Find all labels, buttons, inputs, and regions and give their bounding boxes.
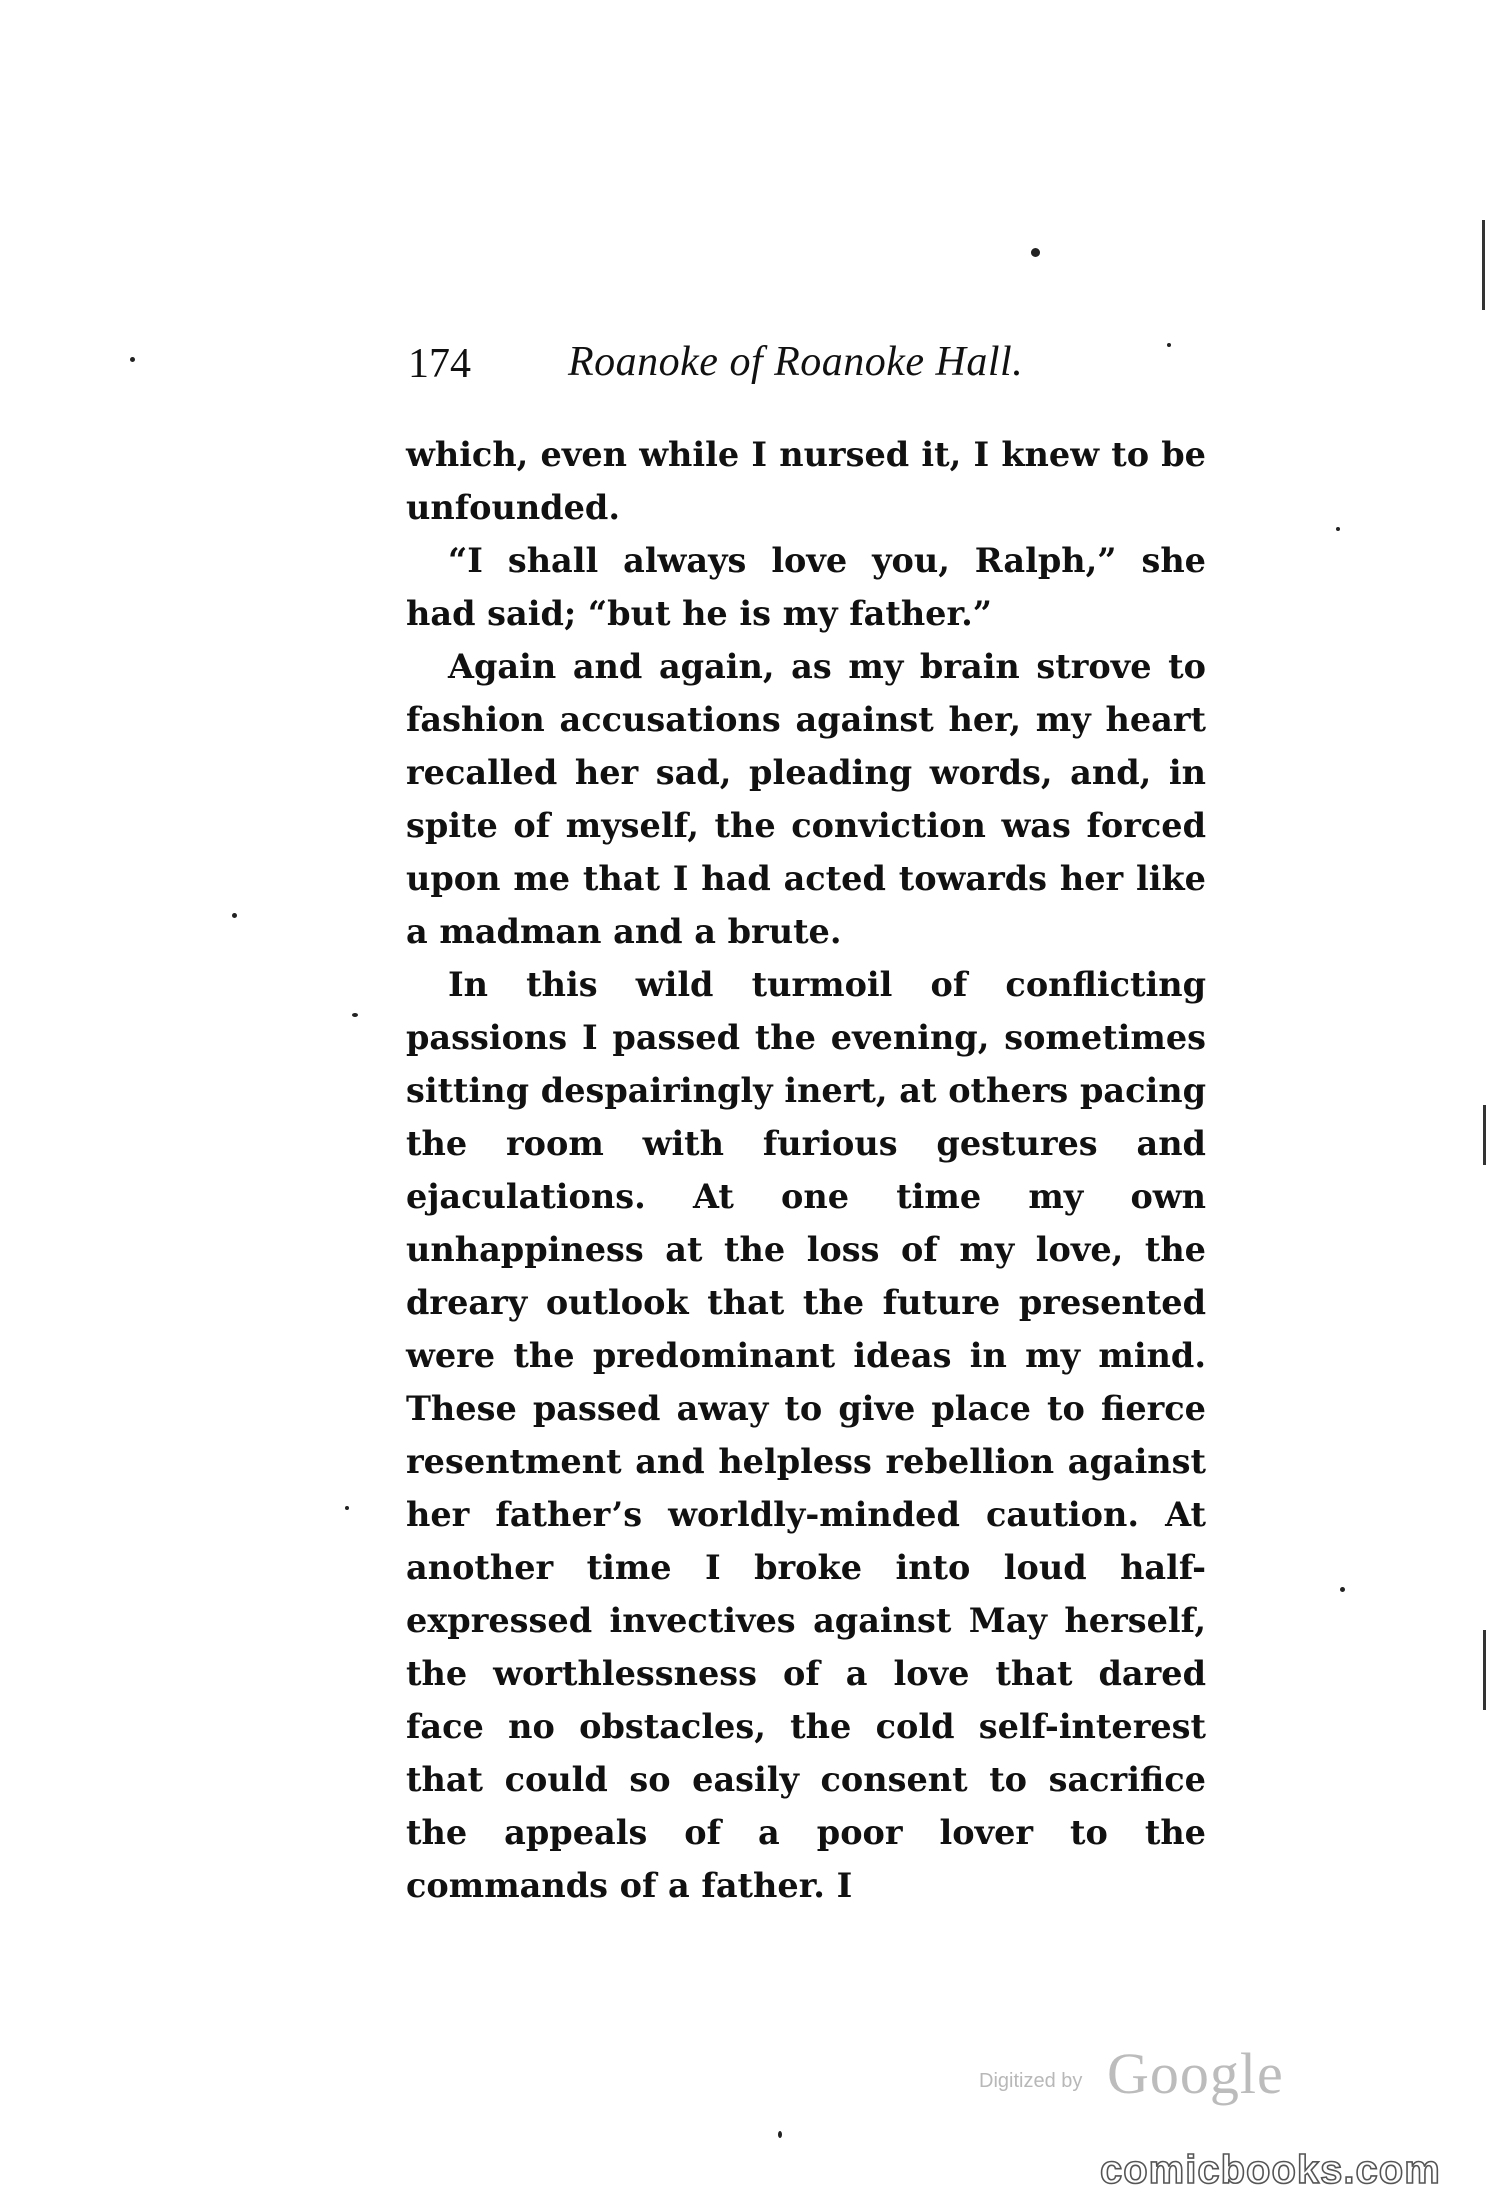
scan-speck [1167, 343, 1171, 347]
scan-edge [1483, 1105, 1486, 1165]
body-text [406, 428, 1206, 1912]
paragraph: “I shall always love you, Ralph,” she had said; “but he is my father.” [406, 541, 1206, 633]
scan-speck [345, 1506, 349, 1510]
paragraph: In this wild turmoil of conflicting passions I passed the evening, sometimes sitting despairingly inert, at others pacing the room with furious gestures and ejaculations. At one time my own unhappiness at the loss of my love, the dreary outlook that the future presented were the predominant ideas in my mind. These passed away to give place to fierce resentment and helpless rebellion against her father’s worldly-minded caution. At another time I broke into loud half-expressed invectives against May herself, the worthlessness of a love that dared face no obstacles, the cold self-interest that could so easily consent to sacrifice the appeals of a poor lover to the commands of a father. I [406, 965, 1206, 1905]
scan-speck [1336, 527, 1340, 531]
paragraph: Again and again, as my brain strove to fashion accusations against her, my heart recalled her sad, pleading words, and, in spite of myself, the conviction was forced upon me that I had acted towards her like a madman and a brute. [406, 647, 1206, 951]
scan-speck [352, 1013, 358, 1017]
scan-speck [1031, 248, 1040, 257]
watermark: comicbooks.com [1100, 2148, 1441, 2192]
scan-edge [1483, 1630, 1486, 1710]
scan-speck [232, 913, 237, 918]
page-header [408, 340, 1208, 400]
running-title: Roanoke of Roanoke Hall. [568, 339, 1024, 385]
google-logo: Google [1107, 2041, 1284, 2106]
digitized-label: Digitized by [979, 2070, 1083, 2092]
scan-speck [1340, 1587, 1345, 1592]
scan-speck [778, 2131, 782, 2138]
digitized-by-google [975, 2040, 1295, 2110]
paragraph: which, even while I nursed it, I knew to be unfounded. [406, 435, 1206, 527]
scan-speck [130, 357, 135, 362]
scan-edge [1482, 220, 1485, 310]
page-number: 174 [408, 341, 471, 387]
